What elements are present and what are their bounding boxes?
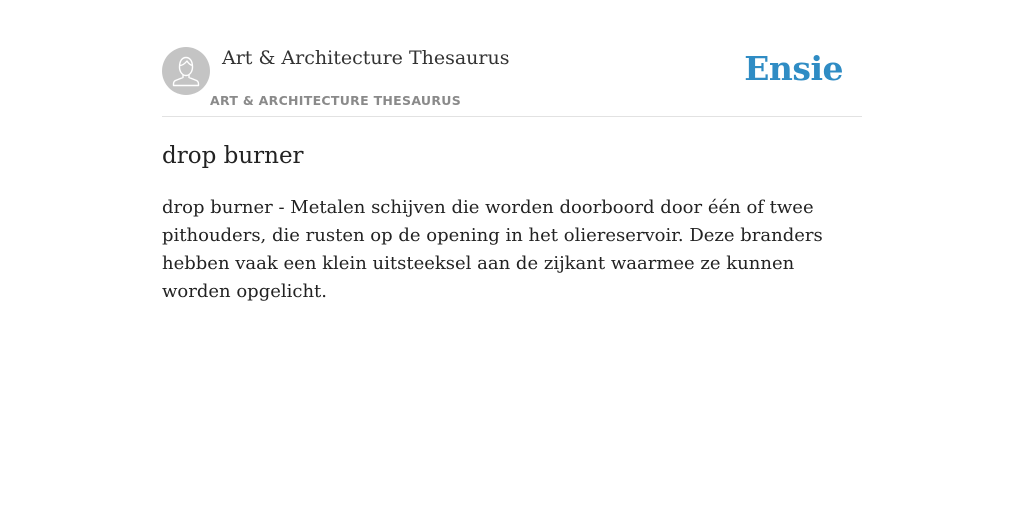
avatar[interactable]: [162, 47, 210, 95]
entry-term: drop burner: [162, 143, 304, 169]
source-subtitle[interactable]: ART & ARCHITECTURE THESAURUS: [210, 93, 462, 108]
user-icon: [162, 47, 210, 95]
source-title[interactable]: Art & Architecture Thesaurus: [222, 47, 510, 69]
page-header: [162, 0, 862, 117]
ensie-logo[interactable]: Ensie: [744, 49, 843, 88]
page-container: [162, 0, 862, 306]
entry-definition: drop burner - Metalen schijven die worden doorboord door één of twee pithouders, die rusten op de opening in het oliereservoir. Deze branders hebben vaak een klein uitsteeksel aan de zijkant waarmee ze kunnen worden opgelicht.: [162, 197, 823, 302]
